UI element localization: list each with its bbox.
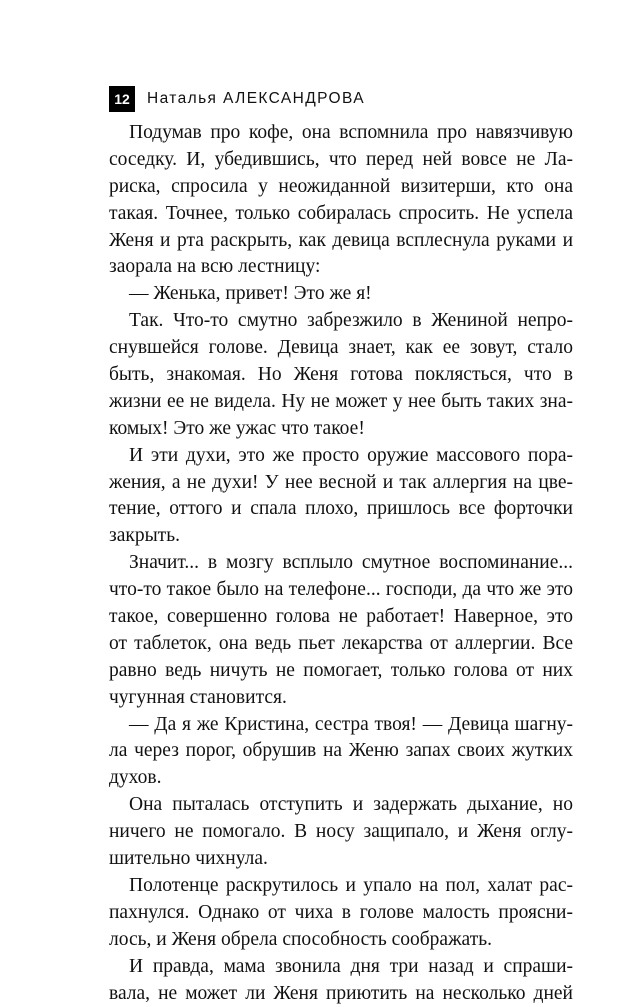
paragraph-first-line: Она пыталась отступить и задержать дыхание, но — [109, 792, 573, 819]
running-head-title: Наталья АЛЕКСАНДРОВА — [147, 90, 365, 108]
text-line: вала, не может ли Женя приютить на несколько дней — [109, 981, 573, 1007]
text-line: такая. Точнее, только собиралась спросить. Не успела — [109, 201, 573, 228]
text-line: духов. — [109, 765, 573, 792]
text-line: закрыть. — [109, 523, 573, 550]
text-line: снувшейся голове. Девица знает, как ее зовут, стало — [109, 335, 573, 362]
text-line: ничего не помогало. В носу защипало, и Женя оглу- — [109, 819, 573, 846]
text-line: быть, знакомая. Но Женя готова поклясться, что в — [109, 362, 573, 389]
paragraph-first-line: Полотенце раскрутилось и упало на пол, халат рас- — [109, 873, 573, 900]
text-line: равно ведь ничуть не помогает, только голова от них — [109, 658, 573, 685]
text-line: заорала на всю лестницу: — [109, 254, 573, 281]
paragraph-first-line: Так. Что-то смутно забрезжило в Жениной непро- — [109, 308, 573, 335]
text-line: тение, оттого и спала плохо, пришлось все форточки — [109, 496, 573, 523]
text-line: пахнулся. Однако от чиха в голове малость проясни- — [109, 900, 573, 927]
text-line: жизни ее не видела. Ну не может у нее быть таких зна- — [109, 389, 573, 416]
paragraph-first-line: Подумав про кофе, она вспомнила про навязчивую — [109, 120, 573, 147]
text-line: Женя и рта раскрыть, как девица всплеснула руками и — [109, 228, 573, 255]
text-line: жения, а не духи! У нее весной и так аллергия на цве- — [109, 470, 573, 497]
paragraph-first-line: — Женька, привет! Это же я! — [109, 281, 573, 308]
text-line: чугунная становится. — [109, 685, 573, 712]
running-header — [109, 86, 365, 112]
text-line: комых! Это же ужас что такое! — [109, 416, 573, 443]
paragraph-first-line: И правда, мама звонила дня три назад и спраши- — [109, 954, 573, 981]
text-line: лось, и Женя обрела способность соображать. — [109, 927, 573, 954]
text-line: что-то такое было на телефоне... господи, да что же это — [109, 577, 573, 604]
text-line: от таблеток, она ведь пьет лекарства от аллергии. Все — [109, 631, 573, 658]
page-number: 12 — [109, 86, 135, 112]
text-line: ла через порог, обрушив на Женю запах своих жутких — [109, 738, 573, 765]
paragraph-first-line: И эти духи, это же просто оружие массового пора- — [109, 443, 573, 470]
text-line: шительно чихнула. — [109, 846, 573, 873]
text-line: соседку. И, убедившись, что перед ней вовсе не Ла- — [109, 147, 573, 174]
body-text — [109, 120, 573, 1007]
paragraph-first-line: Значит... в мозгу всплыло смутное воспоминание... — [109, 550, 573, 577]
paragraph-first-line: — Да я же Кристина, сестра твоя! — Девица шагну- — [109, 712, 573, 739]
text-line: риска, спросила у неожиданной визитерши, кто она — [109, 174, 573, 201]
text-line: такое, совершенно голова не работает! Наверное, это — [109, 604, 573, 631]
